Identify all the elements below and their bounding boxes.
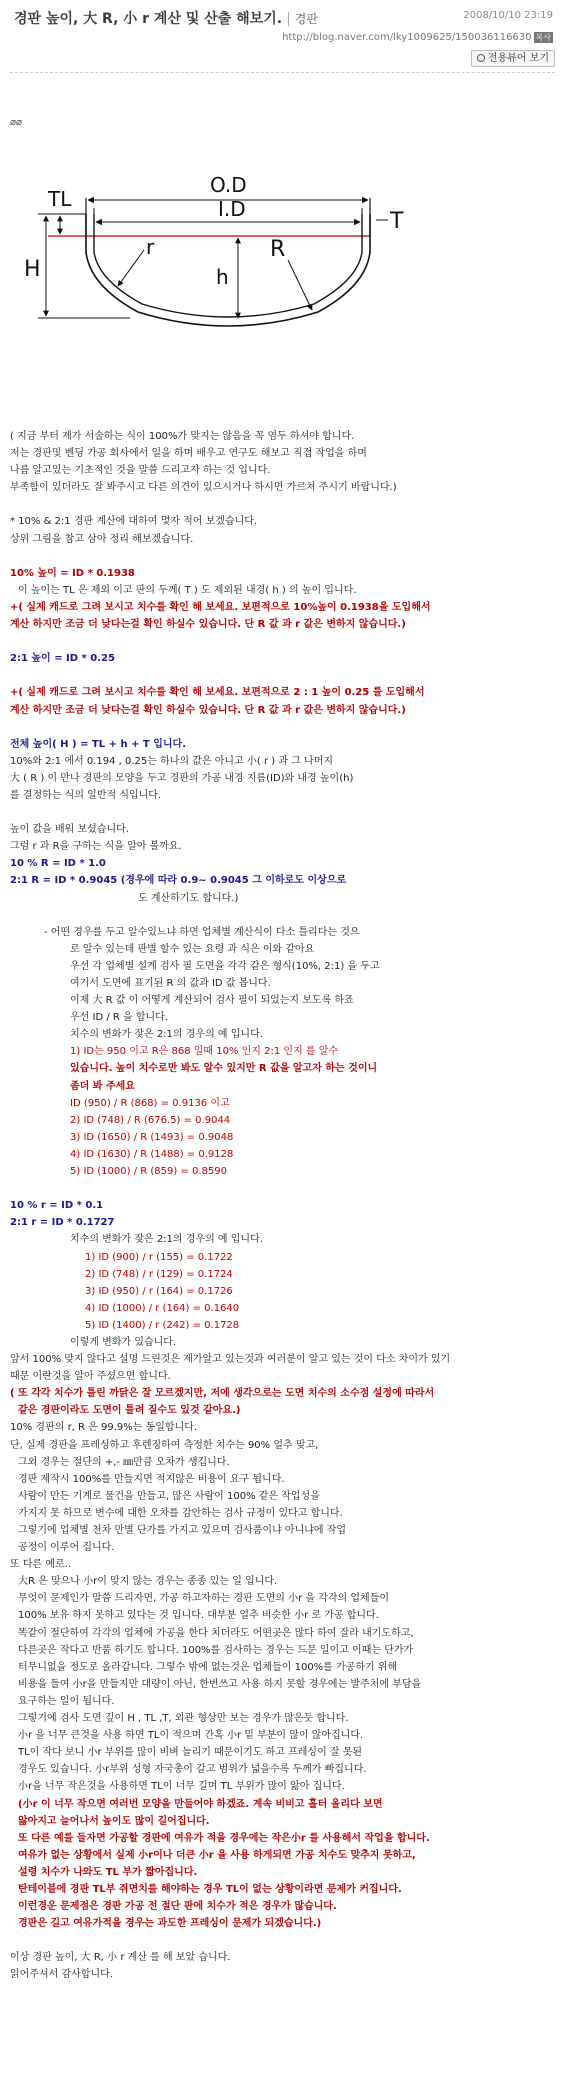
body-line: 이상 경판 높이, 大 R, 小 r 계산 를 해 보았 습니다. xyxy=(10,1952,231,1964)
post-title[interactable]: 경판 높이, 大 R, 小 r 계산 및 산출 해보기. xyxy=(14,11,283,27)
blank-line xyxy=(10,719,555,736)
body-line: 무엇이 문제인가 말씀 드리자면, 가공 하고자하는 경판 도면의 小r 을 각각의 업체들이 xyxy=(18,1593,390,1605)
body-line: 10% 높이 = ID * 0.1938 xyxy=(10,567,135,579)
body-line: 읽어주셔서 감사합니다. xyxy=(10,1969,113,1981)
body-line: 앞서 100% 맞지 않다고 설명 드린것은 제가알고 있는것과 여러분이 알고 있는 것이 다소 차이가 있기 xyxy=(10,1354,451,1366)
tl-label: TL xyxy=(48,187,72,211)
body-line: 2) ID (748) / r (129) = 0.1724 xyxy=(85,1268,233,1280)
body-line: 5) ID (1400) / r (242) = 0.1728 xyxy=(85,1319,240,1331)
body-line: * 10% & 2:1 경판 계산에 대하여 몇자 적어 보겠습니다. xyxy=(10,516,258,528)
body-line: 를 결정하는 식의 일반적 식입니다. xyxy=(10,789,162,801)
body-line: 10% 경판의 r, R 은 99.9%는 동일합니다. xyxy=(10,1422,198,1434)
body-line: 요구하는 일이 됩니다. xyxy=(18,1695,115,1707)
body-line: TL이 작다 보니 小r 부위를 많이 비벼 늘리기 때문이기도 하고 프레싱이 잘 못된 xyxy=(18,1747,363,1759)
body-line: 여기서 도면에 표기된 R 의 값과 ID 값 봅니다. xyxy=(70,978,271,989)
body-line: 그렇기에 검사 도면 깊이 H , TL ,T, 외관 형상만 보는 경우가 많은듯 합니다. xyxy=(18,1713,349,1725)
body-line: 그렇기에 업체별 천차 만별 단가를 가지고 있으며 검사품이냐 아니냐에 작업 xyxy=(18,1525,347,1536)
body-line: 나름 알고있는 기초적인 것을 말씀 드리고자 하는 것 입니다. xyxy=(10,465,271,477)
body-line: 이 높이는 TL 은 제외 이고 판의 두께( T ) 도 제외된 내경( h ) 의 높이 입니다. xyxy=(18,584,357,596)
post-url[interactable]: http://blog.naver.com/lky1009625/150036116630 xyxy=(282,32,532,43)
body-line: 2:1 r = ID * 0.1727 xyxy=(10,1217,115,1229)
body-line: 로 알수 있는데 판별 할수 있는 요령 과 식은 이와 같아요 xyxy=(70,943,315,955)
emoticon-text: ⌀⌀ xyxy=(10,117,23,128)
body-line: 또 다른 예로.. xyxy=(10,1559,72,1571)
body-line: ( 또 각각 치수가 틀린 까닭은 잘 모르겠지만, 저에 생각으로는 도면 치수의 소수점 설정에 따라서 xyxy=(10,1388,435,1400)
body-line: 전체 높이( H ) = TL + h + T 입니다. xyxy=(10,738,187,750)
body-line: 우선 ID / R 을 합니다. xyxy=(70,1012,168,1024)
body-line: 다른곳은 작다고 반품 하기도 합니다. 100%를 검사하는 경우는 드문 일이고 이때는 단가가 xyxy=(18,1644,414,1656)
body-line: 저는 경판및 벤딩 가공 회사에서 일을 하며 배우고 연구도 해보고 직접 작업을 하며 xyxy=(10,448,367,460)
body-line: 그외 경우는 절단의 +,- ㎜만큼 오차가 생깁니다. xyxy=(18,1456,230,1468)
viewer-button-label: 전용뷰어 보기 xyxy=(487,53,549,64)
body-line: 100% 보유 하지 못하고 있다는 것 입니다. 대부분 얼추 비슷한 小r 로 가공 합니다. xyxy=(18,1610,379,1622)
body-line: 小r 을 너무 큰것을 사용 하면 TL이 적으며 간혹 小r 밑 부분이 많이 않아집니다. xyxy=(18,1730,364,1742)
body-line: 우선 각 업체별 설계 검사 필 도면을 각각 같은 형식(10%, 2:1) 을 두고 xyxy=(70,960,380,972)
body-line: 3) ID (1650) / R (1493) = 0.9048 xyxy=(70,1131,234,1143)
header-divider xyxy=(10,72,555,73)
r-small-leader xyxy=(118,250,144,286)
body-line: 앓아지고 늘어나서 높이도 많이 길어집니다. xyxy=(18,1815,210,1827)
body-line: 좀더 봐 주세요 xyxy=(70,1080,135,1092)
post-category[interactable]: 경판 xyxy=(294,12,318,26)
body-line: 터무니없을 정도로 올라갑니다. 그렇수 밖에 없는것은 업체들이 100%를 가공하기 위해 xyxy=(18,1661,398,1673)
body-line: 10 % r = ID * 0.1 xyxy=(10,1200,104,1212)
body-line: 가지지 못 하므로 변수에 대한 오차를 감안하는 검사 규정이 있다고 합니다. xyxy=(18,1507,343,1519)
body-line: 大 ( R ) 이 만나 경판의 모양을 두고 경판의 가공 내경 지름(ID)와 내경 높이(h) xyxy=(10,772,354,784)
body-line: 여유가 없는 상황에서 실제 小r이나 더큰 小r 을 사용 하게되면 가공 치수도 맞추지 못하고, xyxy=(18,1849,416,1861)
blank-line xyxy=(10,633,555,650)
body-line: (小r 이 너무 작으면 여러번 모양을 만들어야 하겠죠. 계속 비비고 홀터 올리다 보면 xyxy=(18,1798,383,1810)
body-line: 그럼 r 과 R을 구하는 식을 알아 볼까요. xyxy=(10,841,182,853)
body-line: 1) ID는 950 이고 R은 868 일때 10% 인지 2:1 인지 를 알수 xyxy=(70,1046,339,1058)
blank-line xyxy=(10,804,555,821)
id-label: I.D xyxy=(218,197,246,221)
body-line: 때문 이란것을 알아 주셨으면 합니다. xyxy=(10,1371,171,1383)
post-header xyxy=(0,0,565,66)
body-line: 치수의 변화가 잦은 2:1의 경우의 예 입니다. xyxy=(70,1029,263,1041)
body-line: 경판은 길고 여유가적을 경우는 과도한 프레싱이 문제가 되겠습니다.) xyxy=(18,1918,322,1930)
t-label: T xyxy=(390,209,404,234)
body-line: 같은 경판이라도 도면이 틀려 질수도 있것 같아요.) xyxy=(18,1405,241,1417)
body-line: 있습니다. 높이 치수로만 봐도 알수 있지만 R 값을 알고자 하는 것이니 xyxy=(70,1063,378,1075)
body-line: 계산 하지만 조금 더 낮다는걸 확인 하실수 있습니다. 단 R 값 과 r 값은 변하지 않습니다.) xyxy=(10,619,406,631)
body-line: 치수의 변화가 잦은 2:1의 경우의 예 입니다. xyxy=(70,1234,263,1246)
body-line: 2:1 R = ID * 0.9045 (경우에 따라 0.9~ 0.9045 그 이하로도 이상으로 xyxy=(10,875,347,887)
r-big-label: R xyxy=(270,237,286,262)
body-line: ID (950) / R (868) = 0.9136 이고 xyxy=(70,1097,230,1109)
blank-line xyxy=(10,667,555,684)
body-line: 4) ID (1630) / R (1488) = 0.9128 xyxy=(70,1148,234,1160)
body-line: 이렇게 변화가 있습니다. xyxy=(70,1336,177,1348)
body-line: 공정이 이루어 집니다. xyxy=(18,1542,115,1554)
body-line: 또 다른 예를 들자면 가공할 경판에 여유가 적을 경우에는 작은小r 를 사용해서 작업을 합니다. xyxy=(18,1832,430,1844)
body-line: 높이 값을 배워 보셨습니다. xyxy=(10,824,129,836)
post-date: 2008/10/10 23:19 xyxy=(463,10,553,21)
body-line: 경판 제작시 100%를 만들지면 적지않은 비용이 요구 됩니다. xyxy=(18,1473,285,1485)
od-label: O.D xyxy=(210,173,247,197)
dished-head-diagram xyxy=(20,170,415,410)
body-line: 비용을 들여 小r을 만들지만 대량이 아닌, 한번쓰고 사용 하지 못할 경우에는 발주처에 부담을 xyxy=(18,1678,422,1690)
body-line: 단, 실제 경판을 프레싱하고 후렌징하여 측정한 치수는 90% 얼추 맞고, xyxy=(10,1439,319,1451)
body-line: 3) ID (950) / r (164) = 0.1726 xyxy=(85,1285,233,1297)
body-line: 1) ID (900) / r (155) = 0.1722 xyxy=(85,1251,233,1263)
body-line: 大R 은 맞으나 小r이 맞지 않는 경우는 종종 있는 일 입니다. xyxy=(18,1576,278,1588)
body-line: 사람이 만든 기계로 물건을 만들고, 많은 사람이 100% 같은 작업성을 xyxy=(18,1490,320,1502)
magnifier-icon xyxy=(477,54,485,62)
blank-line xyxy=(10,496,555,513)
body-line: 小r을 너무 작은것을 사용하면 TL이 너무 길며 TL 부위가 많이 앓아 집니다. xyxy=(18,1781,345,1793)
body-line: 4) ID (1000) / r (164) = 0.1640 xyxy=(85,1302,240,1314)
blank-line xyxy=(10,1180,555,1197)
body-line: 경우도 있습니다. 小r부위 성형 자국총이 갈고 범위가 넓을수록 두께가 빠집니다. xyxy=(18,1764,367,1776)
body-line: ( 지금 부터 제가 서술하는 식이 100%가 맞지는 않음을 꼭 염두 하셔야 합니다. xyxy=(10,431,355,442)
body-line: 상위 그림을 참고 삼아 정리 해보겠습니다. xyxy=(10,533,194,545)
body-line: 똑같이 절단하여 각각의 업체에 가공을 한다 치더라도 어떤곳은 많다 하여 잘라 내기도하고, xyxy=(18,1627,414,1639)
h-small-label: h xyxy=(216,265,229,289)
body-line: 2:1 높이 = ID * 0.25 xyxy=(10,653,115,665)
body-line: +( 실제 캐드로 그려 보시고 치수를 확인 해 보세요. 보편적으로 10%높이 0.1938을 도입해서 xyxy=(10,601,431,613)
body-line: +( 실제 캐드로 그려 보시고 치수를 확인 해 보세요. 보편적으로 2 : 1 높이 0.25 를 도입해서 xyxy=(10,687,425,699)
blank-line xyxy=(10,907,555,924)
copy-url-badge[interactable]: 복사 xyxy=(535,33,551,42)
r-big-leader xyxy=(288,260,312,310)
body-line: 10 % R = ID * 1.0 xyxy=(10,858,106,870)
body-line: 이제 大 R 값 이 어떻게 계산되어 검사 필이 되었는지 보도록 하죠 xyxy=(70,995,354,1007)
blank-line xyxy=(10,1932,555,1949)
post-body xyxy=(10,428,555,1984)
h-big-label: H xyxy=(24,257,41,282)
r-small-label: r xyxy=(146,235,155,259)
viewer-button[interactable] xyxy=(471,50,555,67)
body-line: 2) ID (748) / R (676.5) = 0.9044 xyxy=(70,1114,231,1126)
body-line: 탄테이블에 경판 TL부 쥐면치를 해야하는 경우 TL이 없는 상황이라면 문제가 커집니다. xyxy=(18,1883,402,1895)
body-line: 부족함이 있더라도 잘 봐주시고 다른 의견이 있으시거나 하시면 가르쳐 주시기 바랍니다.) xyxy=(10,482,397,494)
post-url-row xyxy=(282,32,553,43)
body-line: 도 계산하기도 합니다.) xyxy=(138,892,239,904)
body-line: 계산 하지만 조금 더 낮다는걸 확인 하실수 있습니다. 단 R 값 과 r 값은 변하지 않습니다.) xyxy=(10,704,406,716)
blank-line xyxy=(10,548,555,565)
body-line: 5) ID (1000) / R (859) = 0.8590 xyxy=(70,1166,227,1178)
body-line: - 어떤 경우를 두고 알수있느냐 하면 업체별 계산식이 다소 틀리다는 것으 xyxy=(44,926,360,938)
title-separator: | xyxy=(286,11,291,27)
body-line: 설령 치수가 나와도 TL 부가 짧아집니다. xyxy=(18,1866,198,1878)
body-line: 10%와 2:1 에서 0.194 , 0.25는 하나의 값은 아니고 小( r ) 과 그 나머지 xyxy=(10,755,334,767)
body-line: 이런경운 문제점은 경판 가공 전 절단 판에 치수가 적은 경우가 많습니다. xyxy=(18,1901,337,1913)
post-title-row xyxy=(14,8,318,28)
